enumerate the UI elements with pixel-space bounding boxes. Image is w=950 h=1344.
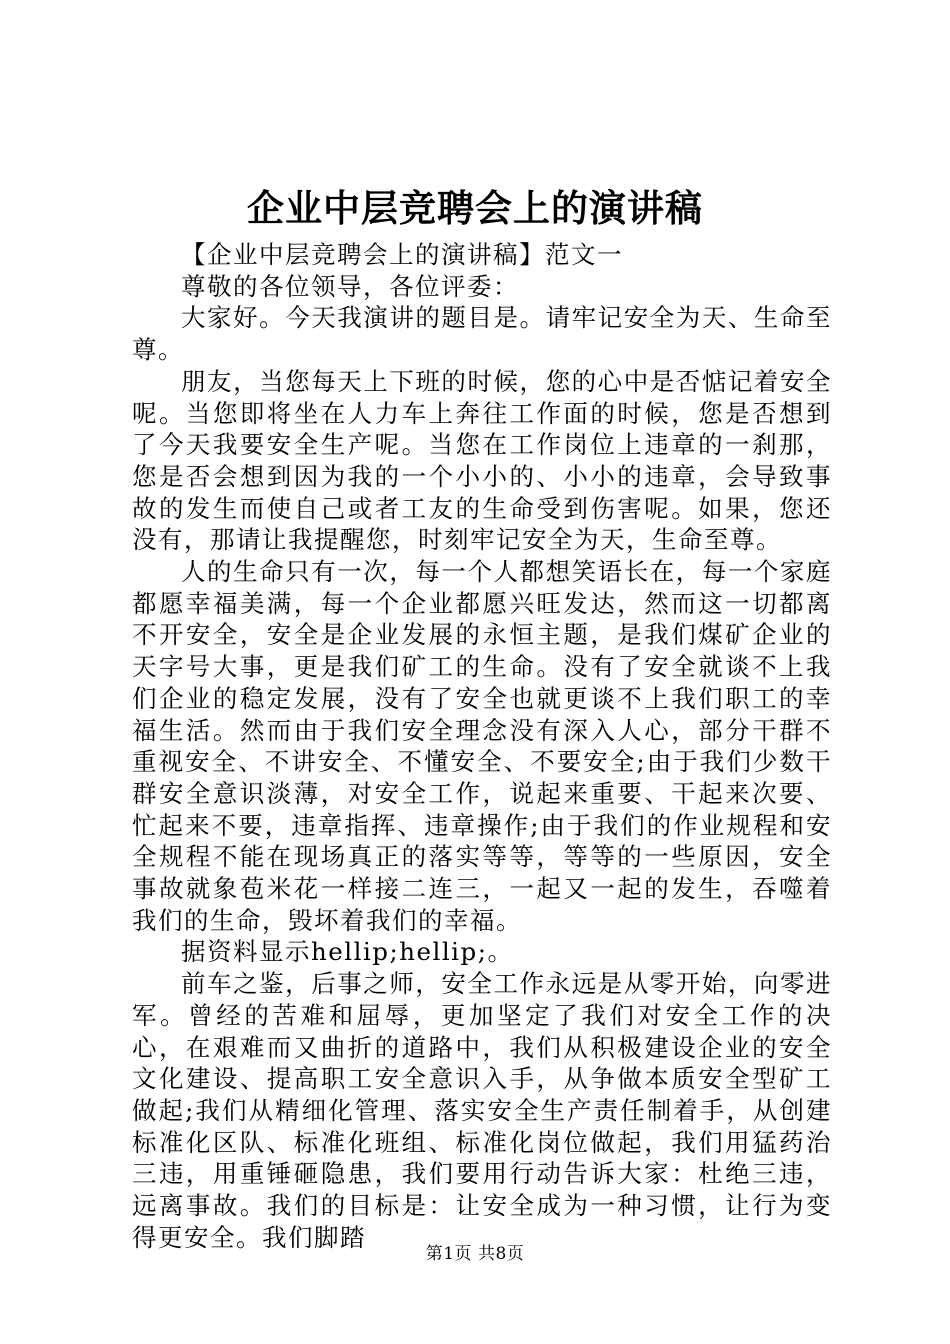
document-title: 企业中层竞聘会上的演讲稿 bbox=[247, 186, 703, 230]
paragraph-salutation: 尊敬的各位领导，各位评委： bbox=[181, 271, 519, 301]
paragraph: 大家好。今天我演讲的题目是。请牢记安全为天、生命至尊。 bbox=[132, 303, 832, 365]
paragraph: 前车之鉴，后事之师，安全工作永远是从零开始，向零进军。曾经的苦难和屈辱，更加坚定了我们对安全工作的决心，在艰难而又曲折的道路中，我们从积极建设企业的安全文化建设、提高职工安全意识入手，从争做本质安全型矿工做起;我们从精细化管理、落实安全生产责任制着手，从创建标准化区队、标准化班组、标准化岗位做起，我们用猛药治三违，用重锤砸隐患，我们要用行动告诉大家：杜绝三违，远离事故。我们的目标是：让安全成为一种习惯，让行为变得更安全。我们脚踏 bbox=[132, 969, 832, 1252]
document-body bbox=[132, 239, 832, 1254]
paragraph: 人的生命只有一次，每一个人都想笑语长在，每一个家庭都愿幸福美满，每一个企业都愿兴旺发达，然而这一切都离不开安全，安全是企业发展的永恒主题，是我们煤矿企业的天字号大事，更是我们矿工的生命。没有了安全就谈不上我们企业的稳定发展，没有了安全也就更谈不上我们职工的幸福生活。然而由于我们安全理念没有深入人心，部分干群不重视安全、不讲安全、不懂安全、不要安全;由于我们少数干群安全意识淡薄，对安全工作，说起来重要、干起来次要、忙起来不要，违章指挥、违章操作;由于我们的作业规程和安全规程不能在现场真正的落实等等，等等的一些原因，安全事故就象苞米花一样接二连三，一起又一起的发生，吞噬着我们的生命，毁坏着我们的幸福。 bbox=[132, 557, 832, 935]
paragraph: 朋友，当您每天上下班的时候，您的心中是否惦记着安全呢。当您即将坐在人力车上奔往工作面的时候，您是否想到了今天我要安全生产呢。当您在工作岗位上违章的一刹那，您是否会想到因为我的一个小小的、小小的违章，会导致事故的发生而使自己或者工友的生命受到伤害呢。如果，您还没有，那请让我提醒您，时刻牢记安全为天，生命至尊。 bbox=[132, 366, 832, 555]
paragraph: 据资料显示hellip;hellip;。 bbox=[181, 937, 514, 967]
page-number: 第1页 共8页 bbox=[425, 1244, 525, 1264]
paragraph-heading: 【企业中层竞聘会上的演讲稿】范文一 bbox=[181, 240, 623, 269]
